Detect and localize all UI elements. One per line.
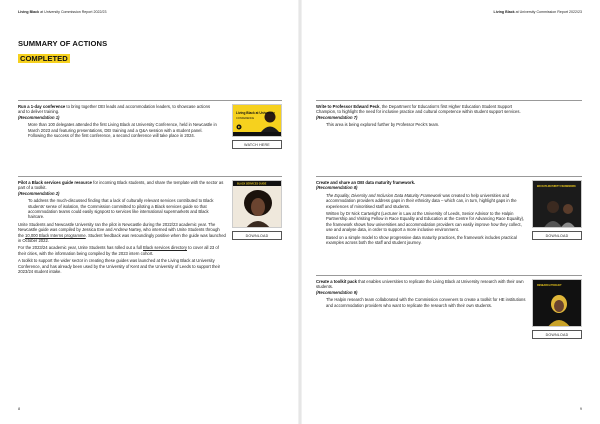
- toolkit-image: [533, 280, 582, 327]
- framework-image: [533, 181, 582, 228]
- action-body: More than 100 delegates attended the first Living Black at University Conference, held in Newcastle in March 2023 and featuring presentations, DEI training and a Q&A session with a student panel. Following the success of the first conference, a second conference will take place in 2024.: [28, 122, 217, 139]
- watch-here-button[interactable]: [232, 140, 282, 149]
- running-header-right: [494, 10, 582, 14]
- framework-thumbnail[interactable]: [532, 180, 582, 228]
- action-conference: [18, 104, 218, 140]
- divider: [18, 100, 282, 101]
- toolkit-thumbnail[interactable]: [532, 279, 582, 327]
- recommendation-ref: (Recommendation 9): [316, 289, 358, 295]
- action-toolkit-pack: [316, 279, 526, 310]
- download-framework-button[interactable]: [532, 231, 582, 240]
- conference-thumbnail-image: [233, 105, 282, 137]
- action-body: For the 2023/24 academic year, Unite Students has rolled out a full Black services directory to cover all 23 of their cities, with the information being compiled by the 2023 intern cohort.: [18, 245, 219, 256]
- watch-here-label: WATCH HERE: [244, 142, 270, 147]
- action-lead: Create and share an DEI data maturity framework. (Recommendation 8): [316, 180, 526, 191]
- action-dei-data-framework: [316, 180, 526, 247]
- divider: [18, 176, 282, 177]
- action-lead: Pilot a Black services guide resource for incoming Black students, and share the template with the sector as part of a toolkit. (Recommendation 2): [18, 180, 226, 196]
- download-guide-button[interactable]: [232, 231, 282, 240]
- recommendation-ref: (Recommendation 1): [18, 114, 60, 120]
- action-write-to-peck: [316, 104, 526, 130]
- download-label: DOWNLOAD: [545, 233, 569, 238]
- right-page: [300, 0, 600, 424]
- action-body: The Halpin research team collaborated with the Commission conveners to create a toolkit for HE institutions and accommodation providers who want to replicate the research with their own students.: [326, 297, 526, 308]
- running-header-left: [18, 10, 106, 14]
- divider: [316, 100, 582, 101]
- header-brand: Living Black: [18, 10, 40, 14]
- thumbnail-title: BLACK SERVICES GUIDE: [237, 182, 267, 186]
- recommendation-ref: (Recommendation 8): [316, 185, 358, 191]
- download-label: DOWNLOAD: [545, 332, 569, 337]
- thumbnail-subtitle: CONFERENCE: [236, 117, 255, 120]
- action-body: Based on a simple model to show progressive data maturity practices, the framework includes practical examples across both the staff and student journey.: [326, 234, 517, 246]
- page-gutter: [298, 0, 302, 424]
- page-number-right: 9: [579, 407, 582, 411]
- action-black-services-guide: [18, 180, 226, 277]
- header-brand: Living Black: [493, 10, 515, 14]
- services-guide-thumbnail[interactable]: [232, 180, 282, 228]
- action-body: The Equality, Diversity and Inclusion Data Maturity Framework was created to help universities and accommodation providers address gaps in their ethnicity data – which can, in turn, highlight gaps in the experiences of minoritised staff and students.: [326, 192, 517, 209]
- action-body: Written by Dr Nick Cartwright (Lecturer in Law at the University of Leeds, Senior Advisor to the Halpin Partnership and Visiting Fellow in Race Equality and Education at the Centre for Advancing Race Equality), the framework shows how universities and accommodation providers can easily improve how they collect, use and analyse data, in order to support a more inclusive environment.: [326, 211, 525, 233]
- download-label: DOWNLOAD: [245, 233, 269, 238]
- action-body: Unite Students and Newcastle University ran the pilot in Newcastle during the 2022/23 academic year. The Newcastle guide was compiled by Jessica Eve and Andrew Nartey, who interned with Unite Students through the 10,000 Black Interns programme. Student feedback was resoundingly positive when the guide was launched in October 2022.: [18, 221, 226, 244]
- section-title-highlight: COMPLETED: [20, 54, 68, 63]
- divider: [316, 176, 582, 177]
- action-lead: Create a toolkit pack that enables universities to replicate the Living Black at University research with their own students. (Recommendation 9): [316, 279, 526, 295]
- divider: [316, 275, 582, 276]
- thumbnail-title: Living Black at University: [236, 111, 275, 115]
- recommendation-ref: (Recommendation 7): [316, 114, 358, 120]
- header-title: at University Commission Report 2022/23: [39, 10, 107, 14]
- action-lead: Run a 1-day conference to bring together DEI leads and accommodation leaders, to showcase actions and to deliver training. (Recommendation 1): [18, 104, 218, 120]
- thumbnail-title: RESEARCH TOOLKIT: [537, 284, 562, 287]
- thumbnail-title: EDI DATA MATURITY FRAMEWORK: [537, 186, 576, 188]
- section-title: [18, 39, 107, 66]
- action-body: This area is being explored further by Professor Peck's team.: [326, 122, 440, 128]
- services-directory-link[interactable]: Black services directory: [143, 245, 187, 251]
- action-lead: Write to Professor Edward Peck, the Department for Education's first Higher Education Student Support Champion, to highlight the need for inclusive practice and cultural competence within student support services. (Recommendation 7): [316, 104, 526, 120]
- services-guide-image: [233, 181, 282, 228]
- conference-video-thumbnail[interactable]: [232, 104, 282, 137]
- section-title-line1: SUMMARY OF ACTIONS: [18, 39, 108, 48]
- download-toolkit-button[interactable]: [532, 330, 582, 339]
- interns-programme-link[interactable]: 10,000 Black Interns programme: [25, 232, 86, 238]
- action-body: A toolkit to support the wider sector in creating these guides was launched at the Living Black at University Conference, and has already been used by the University of Kent and the University of Leeds to support their 2023/24 student intake.: [18, 258, 221, 275]
- page-number-left: 8: [18, 407, 21, 411]
- action-body: To address the much-discussed finding that a lack of culturally relevant services contributed to Black students' sense of isolation, the Commission committed to piloting a Black services guide so that accommodation teams could easily signpost to services like international supermarkets and Black haircare.: [28, 198, 214, 220]
- recommendation-ref: (Recommendation 2): [18, 190, 60, 196]
- header-title: at University Commission Report 2022/23: [514, 10, 582, 14]
